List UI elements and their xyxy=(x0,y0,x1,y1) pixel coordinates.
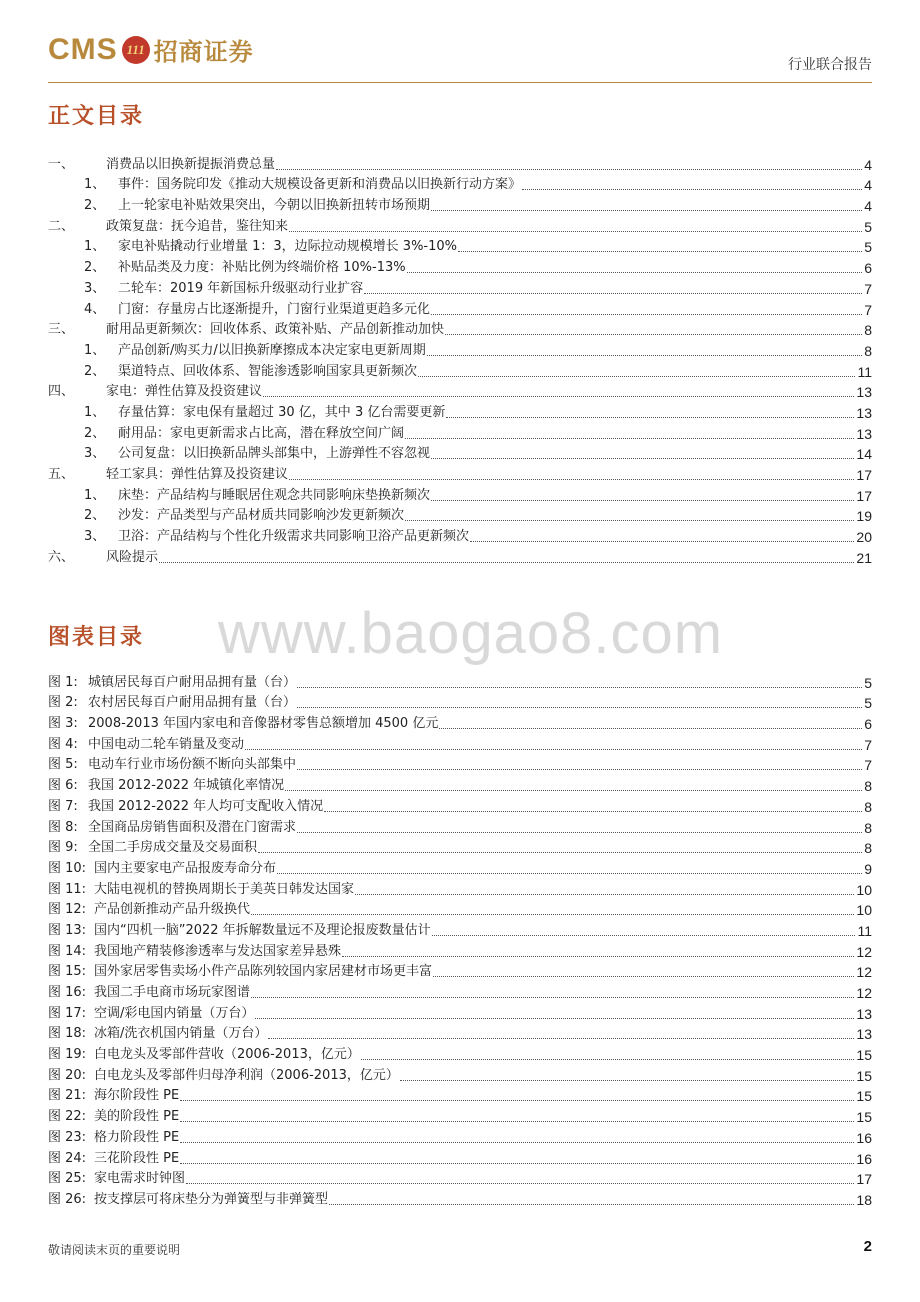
entry-label xyxy=(48,902,251,918)
entry-number: 2、 xyxy=(84,260,106,276)
entry-page-number: 5 xyxy=(864,695,872,712)
entry-number: 图 6: xyxy=(48,778,78,794)
figure-entry[interactable] xyxy=(48,691,872,712)
watermark: www.baogao8.com xyxy=(218,601,724,666)
entry-text: 存量估算：家电保有量超过 30 亿，其中 3 亿台需要更新 xyxy=(118,404,446,420)
entry-page-number: 18 xyxy=(856,1191,872,1208)
dot-leader xyxy=(297,706,862,708)
dot-leader xyxy=(258,851,862,853)
entry-label xyxy=(84,239,458,255)
entry-text: 产品创新推动产品升级换代 xyxy=(94,902,251,918)
entry-page-number: 5 xyxy=(864,218,872,235)
entry-label xyxy=(48,964,433,980)
entry-number: 二、 xyxy=(48,218,75,234)
entry-number: 1、 xyxy=(84,342,106,358)
dot-leader xyxy=(297,768,862,770)
entry-text: 全国二手房成交量及交易面积 xyxy=(88,840,258,856)
entry-text: 卫浴：产品结构与个性化升级需求共同影响卫浴产品更新频次 xyxy=(118,529,470,545)
entry-number: 四、 xyxy=(48,384,75,400)
entry-text: 耐用品更新频次：回收体系、政策补贴、产品创新推动加快 xyxy=(106,322,445,338)
toc-entry[interactable] xyxy=(48,483,872,504)
entry-number: 图 10: xyxy=(48,860,87,876)
figure-entry[interactable] xyxy=(48,1063,872,1084)
entry-label xyxy=(48,1088,180,1104)
entry-label xyxy=(48,840,258,856)
toc-entry[interactable] xyxy=(48,276,872,297)
toc-entry[interactable] xyxy=(48,545,872,566)
entry-number: 4、 xyxy=(84,301,106,317)
dot-leader xyxy=(439,727,862,729)
entry-label xyxy=(84,426,405,442)
entry-text: 白电龙头及零部件营收（2006-2013，亿元） xyxy=(94,1047,360,1063)
dot-leader xyxy=(405,437,854,439)
dot-leader xyxy=(245,748,862,750)
entry-label xyxy=(48,157,276,173)
entry-page-number: 7 xyxy=(864,301,872,318)
entry-label xyxy=(48,1192,329,1208)
entry-page-number: 7 xyxy=(864,736,872,753)
entry-label xyxy=(48,1047,361,1063)
dot-leader xyxy=(445,333,862,335)
entry-number: 图 4: xyxy=(48,736,78,752)
figure-entry[interactable] xyxy=(48,1022,872,1043)
entry-page-number: 4 xyxy=(864,177,872,194)
entry-page-number: 20 xyxy=(856,529,872,546)
entry-label xyxy=(48,923,432,939)
entry-label xyxy=(84,343,427,359)
entry-number: 图 11: xyxy=(48,881,87,897)
dot-leader xyxy=(276,168,862,170)
entry-text: 空调/彩电国内销量（万台） xyxy=(94,1005,255,1021)
entry-number: 3、 xyxy=(84,529,106,545)
logo-text-cn: 招商证券 xyxy=(153,37,254,66)
entry-number: 图 23: xyxy=(48,1129,87,1145)
entry-page-number: 6 xyxy=(864,260,872,277)
figure-entry[interactable] xyxy=(48,794,872,815)
dot-leader xyxy=(159,561,854,563)
entry-page-number: 21 xyxy=(856,549,872,566)
entry-text: 风险提示 xyxy=(106,549,159,565)
dot-leader xyxy=(329,1203,854,1205)
figure-entry[interactable] xyxy=(48,898,872,919)
figure-entry[interactable] xyxy=(48,773,872,794)
entry-label xyxy=(84,302,431,318)
entry-label xyxy=(84,364,418,380)
dot-leader xyxy=(268,1037,854,1039)
dot-leader xyxy=(458,250,862,252)
dot-leader xyxy=(433,975,854,977)
entry-label xyxy=(48,944,342,960)
entry-page-number: 12 xyxy=(856,964,872,981)
entry-text: 家电补贴撬动行业增量 1：3，边际拉动规模增长 3%-10% xyxy=(118,239,458,255)
entry-page-number: 4 xyxy=(864,156,872,173)
entry-page-number: 14 xyxy=(856,446,872,463)
entry-page-number: 8 xyxy=(864,342,872,359)
figure-entry[interactable] xyxy=(48,980,872,1001)
dot-leader xyxy=(470,540,854,542)
figure-entry[interactable] xyxy=(48,753,872,774)
entry-label xyxy=(48,716,439,732)
entry-page-number: 8 xyxy=(864,778,872,795)
entry-label xyxy=(48,1171,186,1187)
figure-entry[interactable] xyxy=(48,939,872,960)
entry-page-number: 7 xyxy=(864,757,872,774)
entry-number: 2、 xyxy=(84,425,106,441)
dot-leader xyxy=(180,1162,854,1164)
entry-label xyxy=(84,405,446,421)
entry-label xyxy=(84,488,431,504)
toc-entry[interactable] xyxy=(48,318,872,339)
entry-text: 国内“四机一脑”2022 年拆解数量远不及理论报废数量估计 xyxy=(94,922,431,938)
company-logo xyxy=(48,32,254,67)
entry-page-number: 13 xyxy=(856,425,872,442)
entry-page-number: 12 xyxy=(856,985,872,1001)
entry-label xyxy=(84,446,431,462)
entry-text: 门窗：存量房占比逐渐提升，门窗行业渠道更趋多元化 xyxy=(118,301,431,317)
dot-leader xyxy=(427,354,862,356)
toc-entry[interactable] xyxy=(48,235,872,256)
entry-text: 家电：弹性估算及投资建议 xyxy=(106,384,263,400)
entry-text: 二轮车：2019 年新国标升级驱动行业扩容 xyxy=(118,280,364,296)
dot-leader xyxy=(431,209,862,211)
figure-entry[interactable] xyxy=(48,960,872,981)
entry-number: 图 17: xyxy=(48,1005,87,1021)
dot-leader xyxy=(180,1099,854,1101)
entry-text: 我国二手电商市场玩家图谱 xyxy=(94,985,251,1000)
entry-label xyxy=(48,820,297,836)
entry-page-number: 9 xyxy=(864,860,872,877)
entry-number: 图 24: xyxy=(48,1150,87,1166)
footer-note: 敬请阅读末页的重要说明 xyxy=(48,1243,181,1257)
entry-number: 图 8: xyxy=(48,819,78,835)
dot-leader xyxy=(297,686,862,688)
dot-leader xyxy=(342,955,854,957)
entry-page-number: 8 xyxy=(864,840,872,857)
dot-leader xyxy=(180,1141,854,1143)
contents-list xyxy=(48,152,872,566)
figure-entry[interactable] xyxy=(48,670,872,691)
toc-entry[interactable] xyxy=(48,338,872,359)
entry-label xyxy=(48,737,245,753)
entry-page-number: 19 xyxy=(856,508,872,525)
entry-label xyxy=(48,757,297,773)
toc-entry[interactable] xyxy=(48,421,872,442)
entry-number: 图 3: xyxy=(48,716,78,732)
toc-entry[interactable] xyxy=(48,214,872,235)
entry-text: 家电需求时钟图 xyxy=(94,1171,186,1187)
dot-leader xyxy=(297,831,862,833)
entry-page-number: 13 xyxy=(856,384,872,401)
dot-leader xyxy=(180,1120,854,1122)
dot-leader xyxy=(263,395,854,397)
entry-number: 图 7: xyxy=(48,798,78,814)
entry-page-number: 15 xyxy=(856,1088,872,1105)
logo-text-en: CMS xyxy=(48,32,118,66)
entry-text: 补贴品类及力度：补贴比例为终端价格 10%-13% xyxy=(118,260,406,276)
entry-text: 耐用品：家电更新需求占比高，潜在释放空间广阔 xyxy=(118,425,405,441)
entry-number: 图 15: xyxy=(48,964,87,980)
entry-label xyxy=(48,1151,180,1167)
entry-label xyxy=(48,1130,180,1146)
entry-number: 2、 xyxy=(84,508,106,524)
entry-text: 轻工家具：弹性估算及投资建议 xyxy=(106,467,289,482)
entry-number: 2、 xyxy=(84,198,106,214)
entry-text: 国内主要家电产品报废寿命分布 xyxy=(94,860,277,876)
dot-leader xyxy=(522,188,862,190)
entry-label xyxy=(48,1006,255,1022)
entry-page-number: 10 xyxy=(856,881,872,898)
entry-number: 图 18: xyxy=(48,1026,87,1042)
entry-label xyxy=(84,508,405,524)
entry-page-number: 5 xyxy=(864,674,872,691)
dot-leader xyxy=(251,913,854,915)
entry-text: 全国商品房销售面积及潜在门窗需求 xyxy=(88,819,297,835)
entry-label xyxy=(48,467,289,483)
entry-text: 电动车行业市场份额不断向头部集中 xyxy=(88,757,297,773)
toc-entry[interactable] xyxy=(48,359,872,380)
header-divider xyxy=(48,82,872,83)
figure-entry[interactable] xyxy=(48,815,872,836)
dot-leader xyxy=(361,1058,855,1060)
entry-text: 大陆电视机的替换周期长于美英日韩发达国家 xyxy=(94,881,355,897)
dot-leader xyxy=(251,996,854,998)
entry-text: 上一轮家电补贴效果突出，今朝以旧换新扭转市场预期 xyxy=(118,198,431,214)
entry-page-number: 12 xyxy=(856,943,872,960)
logo-seal-icon: 111 xyxy=(122,36,150,64)
entry-number: 图 16: xyxy=(48,985,87,1000)
entry-label xyxy=(48,778,285,794)
dot-leader xyxy=(431,457,854,459)
dot-leader xyxy=(277,872,862,874)
figures-list xyxy=(48,670,872,1208)
entry-number: 图 26: xyxy=(48,1191,87,1207)
entry-text: 床垫：产品结构与睡眠居住观念共同影响床垫换新频次 xyxy=(118,487,431,503)
dot-leader xyxy=(407,271,863,273)
entry-text: 美的阶段性 PE xyxy=(94,1109,180,1125)
figures-title: 图表目录 xyxy=(48,624,145,650)
entry-text: 政策复盘：抚今追昔，鉴往知来 xyxy=(106,218,289,234)
figure-entry[interactable] xyxy=(48,1042,872,1063)
entry-label xyxy=(48,861,277,877)
entry-text: 消费品以旧换新提振消费总量 xyxy=(106,156,276,172)
figure-entry[interactable] xyxy=(48,711,872,732)
entry-number: 图 14: xyxy=(48,943,87,959)
entry-text: 我国 2012-2022 年人均可支配收入情况 xyxy=(88,798,324,814)
entry-number: 一、 xyxy=(48,156,75,172)
entry-text: 事件：国务院印发《推动大规模设备更新和消费品以旧换新行动方案》 xyxy=(118,177,522,193)
entry-text: 冰箱/洗衣机国内销量（万台） xyxy=(94,1026,268,1042)
page-header xyxy=(48,28,872,82)
entry-number: 图 2: xyxy=(48,695,78,711)
entry-number: 图 1: xyxy=(48,674,78,690)
figure-entry[interactable] xyxy=(48,1084,872,1105)
entry-text: 农村居民每百户耐用品拥有量（台） xyxy=(88,695,297,711)
entry-number: 图 5: xyxy=(48,757,78,773)
dot-leader xyxy=(418,375,855,377)
dot-leader xyxy=(405,519,854,521)
entry-label xyxy=(48,695,297,711)
toc-entry[interactable] xyxy=(48,152,872,173)
entry-label xyxy=(48,799,324,815)
entry-number: 1、 xyxy=(84,177,106,193)
entry-page-number: 8 xyxy=(864,819,872,836)
entry-label xyxy=(48,882,355,898)
entry-number: 1、 xyxy=(84,487,106,503)
entry-text: 按支撑层可将床垫分为弹簧型与非弹簧型 xyxy=(94,1191,329,1207)
toc-entry[interactable] xyxy=(48,380,872,401)
entry-number: 图 21: xyxy=(48,1088,87,1104)
entry-label xyxy=(84,260,407,276)
entry-number: 图 12: xyxy=(48,902,87,918)
entry-text: 沙发：产品类型与产品材质共同影响沙发更新频次 xyxy=(118,508,405,524)
dot-leader xyxy=(431,499,854,501)
entry-text: 我国 2012-2022 年城镇化率情况 xyxy=(88,778,285,794)
figure-entry[interactable] xyxy=(48,732,872,753)
entry-label xyxy=(48,219,289,235)
entry-text: 2008-2013 年国内家电和音像器材零售总额增加 4500 亿元 xyxy=(88,716,439,732)
entry-page-number: 13 xyxy=(856,404,872,421)
entry-page-number: 16 xyxy=(856,1129,872,1146)
figure-entry[interactable] xyxy=(48,1167,872,1188)
dot-leader xyxy=(285,789,862,791)
entry-page-number: 8 xyxy=(864,322,872,339)
entry-page-number: 11 xyxy=(857,922,872,939)
entry-number: 1、 xyxy=(84,404,106,420)
entry-page-number: 7 xyxy=(864,280,872,297)
toc-entry[interactable] xyxy=(48,193,872,214)
entry-number: 图 20: xyxy=(48,1067,87,1083)
dot-leader xyxy=(324,810,862,812)
entry-page-number: 17 xyxy=(856,487,872,504)
entry-page-number: 11 xyxy=(857,363,872,380)
entry-page-number: 17 xyxy=(856,467,872,483)
entry-number: 六、 xyxy=(48,549,75,565)
entry-number: 1、 xyxy=(84,239,106,255)
entry-number: 图 25: xyxy=(48,1171,87,1187)
entry-page-number: 4 xyxy=(864,198,872,215)
entry-label xyxy=(48,1109,180,1125)
dot-leader xyxy=(186,1182,854,1184)
toc-entry[interactable] xyxy=(48,504,872,525)
entry-number: 五、 xyxy=(48,467,75,482)
toc-entry[interactable] xyxy=(48,400,872,421)
toc-entry[interactable] xyxy=(48,442,872,463)
entry-page-number: 5 xyxy=(864,239,872,256)
toc-entry[interactable] xyxy=(48,524,872,545)
dot-leader xyxy=(446,416,854,418)
entry-label xyxy=(84,177,522,193)
entry-label xyxy=(48,1068,400,1084)
entry-label xyxy=(48,985,251,1001)
entry-text: 海尔阶段性 PE xyxy=(94,1088,180,1104)
toc-entry[interactable] xyxy=(48,255,872,276)
entry-number: 3、 xyxy=(84,446,106,462)
entry-page-number: 16 xyxy=(856,1150,872,1167)
entry-page-number: 8 xyxy=(864,798,872,815)
entry-number: 3、 xyxy=(84,280,106,296)
entry-label xyxy=(48,1026,268,1042)
toc-entry[interactable] xyxy=(48,462,872,483)
entry-text: 中国电动二轮车销量及变动 xyxy=(88,736,245,752)
entry-label xyxy=(48,675,297,691)
entry-page-number: 17 xyxy=(856,1171,872,1188)
entry-page-number: 15 xyxy=(856,1109,872,1126)
entry-label xyxy=(84,529,470,545)
figure-entry[interactable] xyxy=(48,1187,872,1208)
entry-text: 格力阶段性 PE xyxy=(94,1129,180,1145)
dot-leader xyxy=(289,230,862,232)
entry-number: 2、 xyxy=(84,363,106,379)
toc-entry[interactable] xyxy=(48,173,872,194)
entry-label xyxy=(48,384,263,400)
entry-text: 公司复盘：以旧换新品牌头部集中，上游弹性不容忽视 xyxy=(118,446,431,462)
figure-entry[interactable] xyxy=(48,1146,872,1167)
entry-text: 国外家居零售卖场小件产品陈列较国内家居建材市场更丰富 xyxy=(94,964,433,980)
figure-entry[interactable] xyxy=(48,856,872,877)
dot-leader xyxy=(431,313,862,315)
entry-text: 渠道特点、回收体系、智能渗透影响国家具更新频次 xyxy=(118,363,418,379)
entry-label xyxy=(84,281,364,297)
entry-number: 图 9: xyxy=(48,840,78,856)
entry-page-number: 13 xyxy=(856,1026,872,1043)
figure-entry[interactable] xyxy=(48,877,872,898)
entry-number: 图 13: xyxy=(48,922,87,938)
entry-page-number: 6 xyxy=(864,716,872,733)
entry-page-number: 15 xyxy=(856,1047,872,1064)
toc-entry[interactable] xyxy=(48,297,872,318)
entry-label xyxy=(84,198,431,214)
figure-entry[interactable] xyxy=(48,1104,872,1125)
entry-number: 图 22: xyxy=(48,1109,87,1125)
figure-entry[interactable] xyxy=(48,1001,872,1022)
dot-leader xyxy=(355,893,854,895)
entry-text: 三花阶段性 PE xyxy=(94,1150,180,1166)
dot-leader xyxy=(432,934,856,936)
dot-leader xyxy=(400,1079,855,1081)
entry-text: 白电龙头及零部件归母净利润（2006-2013，亿元） xyxy=(94,1067,399,1083)
dot-leader xyxy=(289,478,854,480)
entry-page-number: 13 xyxy=(856,1005,872,1022)
figure-entry[interactable] xyxy=(48,1125,872,1146)
figure-entry[interactable] xyxy=(48,918,872,939)
entry-label xyxy=(48,550,159,566)
page-number: 2 xyxy=(863,1238,872,1255)
entry-text: 城镇居民每百户耐用品拥有量（台） xyxy=(88,674,297,690)
entry-text: 产品创新/购买力/以旧换新摩擦成本决定家电更新周期 xyxy=(118,342,426,358)
dot-leader xyxy=(364,292,862,294)
entry-text: 我国地产精装修渗透率与发达国家差异悬殊 xyxy=(94,943,342,959)
entry-label xyxy=(48,322,445,338)
report-type-label: 行业联合报告 xyxy=(788,57,872,73)
figure-entry[interactable] xyxy=(48,836,872,857)
entry-page-number: 15 xyxy=(856,1067,872,1084)
dot-leader xyxy=(255,1017,854,1019)
contents-title: 正文目录 xyxy=(48,103,145,129)
entry-page-number: 10 xyxy=(856,902,872,919)
entry-number: 三、 xyxy=(48,322,75,338)
entry-number: 图 19: xyxy=(48,1047,87,1063)
